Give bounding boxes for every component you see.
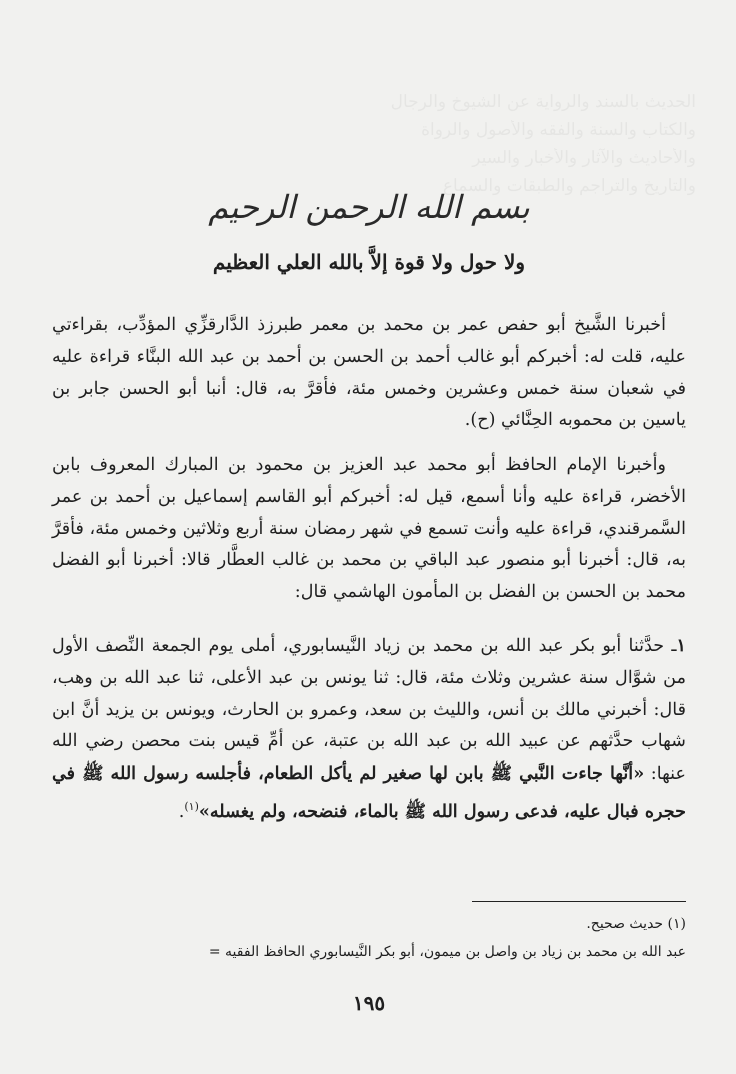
paragraph-isnad-1: أخبرنا الشَّيخ أبو حفص عمر بن محمد بن معمر طبرزذ الدَّارقزِّي المؤدِّب، بقراءتي عليه، قلت له: أخبركم أبو غالب أحمد بن الحسن بن أحمد بن عبد الله البنَّاء قراءة عليه في شعبان سنة خمس وعشرين وخمس مئة، فأقرَّ به، قال: أنبا أبو الحسن جابر بن ياسين بن محموبه الحِنَّائي (ح). — [52, 315, 686, 431]
footnote-1: (١) حديث صحيح. — [586, 916, 686, 932]
bleed-through-text: ﻭﺍﻷﺣﺎﺩﻳﺚ ﻭﺍﻵﺛﺎﺭ ﻭﺍﻷﺧﺒﺎﺭ ﻭﺍﻟﺴﻴﺮ — [472, 148, 696, 168]
hadith-number: ١ — [676, 635, 686, 656]
page-heading: ولا حول ولا قوة إلاَّ بالله العلي العظيم — [212, 250, 526, 274]
page-number: ١٩٥ — [352, 991, 386, 1015]
hadith-paragraph — [52, 630, 686, 829]
footnote-divider — [472, 901, 686, 902]
basmala-calligraphy: بسم الله الرحمن الرحيم — [208, 188, 530, 226]
paragraph-isnad-2: وأخبرنا الإمام الحافظ أبو محمد عبد العزيز بن محمود بن المبارك المعروف بابن الأخضر، قراءة عليه وأنا أسمع، قيل له: أخبركم أبو القاسم إسماعيل بن أحمد بن عمر السَّمرقندي، قراءة عليه وأنت تسمع في شهر رمضان سنة أربع وثلاثين وخمس مئة، فأقرَّ به، قال: أخبرنا أبو منصور عبد الباقي بن محمد بن غالب العطَّار قالا: أخبرنا أبو الفضل محمد بن الحسن بن الفضل بن المأمون الهاشمي قال: — [52, 455, 686, 603]
hadith-matn: «أنَّها جاءت النَّبي ﷺ بابن لها صغير لم يأكل الطعام، فأجلسه رسول الله ﷺ في حجره فبال عليه، فدعى رسول الله ﷺ بالماء، فنضحه، ولم يغسله» — [52, 763, 686, 822]
book-page — [52, 150, 686, 1050]
footnote-2: عبد الله بن محمد بن زياد بن واصل بن ميمون، أبو بكر النَّيسابوري الحافظ الفقيه = — [208, 944, 686, 960]
footnote-ref: (١) — [184, 799, 199, 813]
bleed-through-text: ﻭﺍﻟﺘﺎﺭﻳﺦ ﻭﺍﻟﺘﺮﺍﺟﻢ ﻭﺍﻟﻄﺒﻘﺎﺕ ﻭﺍﻟﺴﻤﺎﻉ — [442, 176, 696, 196]
bleed-through-text: ﺍﻟﺤﺪﻳﺚ ﺑﺎﻟﺴﻨﺪ ﻭﺍﻟﺮﻭﺍﻳﺔ ﻋﻦ ﺍﻟﺸﻴﻮﺥ ﻭﺍﻟﺮﺟﺎﻝ — [390, 92, 696, 112]
hadith-chain: ـ حدَّثنا أبو بكر عبد الله بن محمد بن زياد النَّيسابوري، أملى يوم الجمعة النِّصف الأول من شوَّال سنة عشرين وثلاث مئة، قال: ثنا يونس بن عبد الأعلى، ثنا عبد الله بن وهب، قال: أخبرني مالك بن أنس، والليث بن سعد، وعمرو بن الحارث، ويونس بن يزيد أنَّ ابن شهاب حدَّثهم عن عبيد الله بن عبد الله بن عتبة، عن أمِّ قيس بنت محصن رضي الله عنها: — [52, 636, 686, 785]
bleed-through-text: ﻭﺍﻟﻜﺘﺎﺏ ﻭﺍﻟﺴﻨﺔ ﻭﺍﻟﻔﻘﻪ ﻭﺍﻷﺻﻮﻝ ﻭﺍﻟﺮﻭﺍﺓ — [421, 120, 696, 140]
hadith-end: . — [178, 801, 185, 822]
